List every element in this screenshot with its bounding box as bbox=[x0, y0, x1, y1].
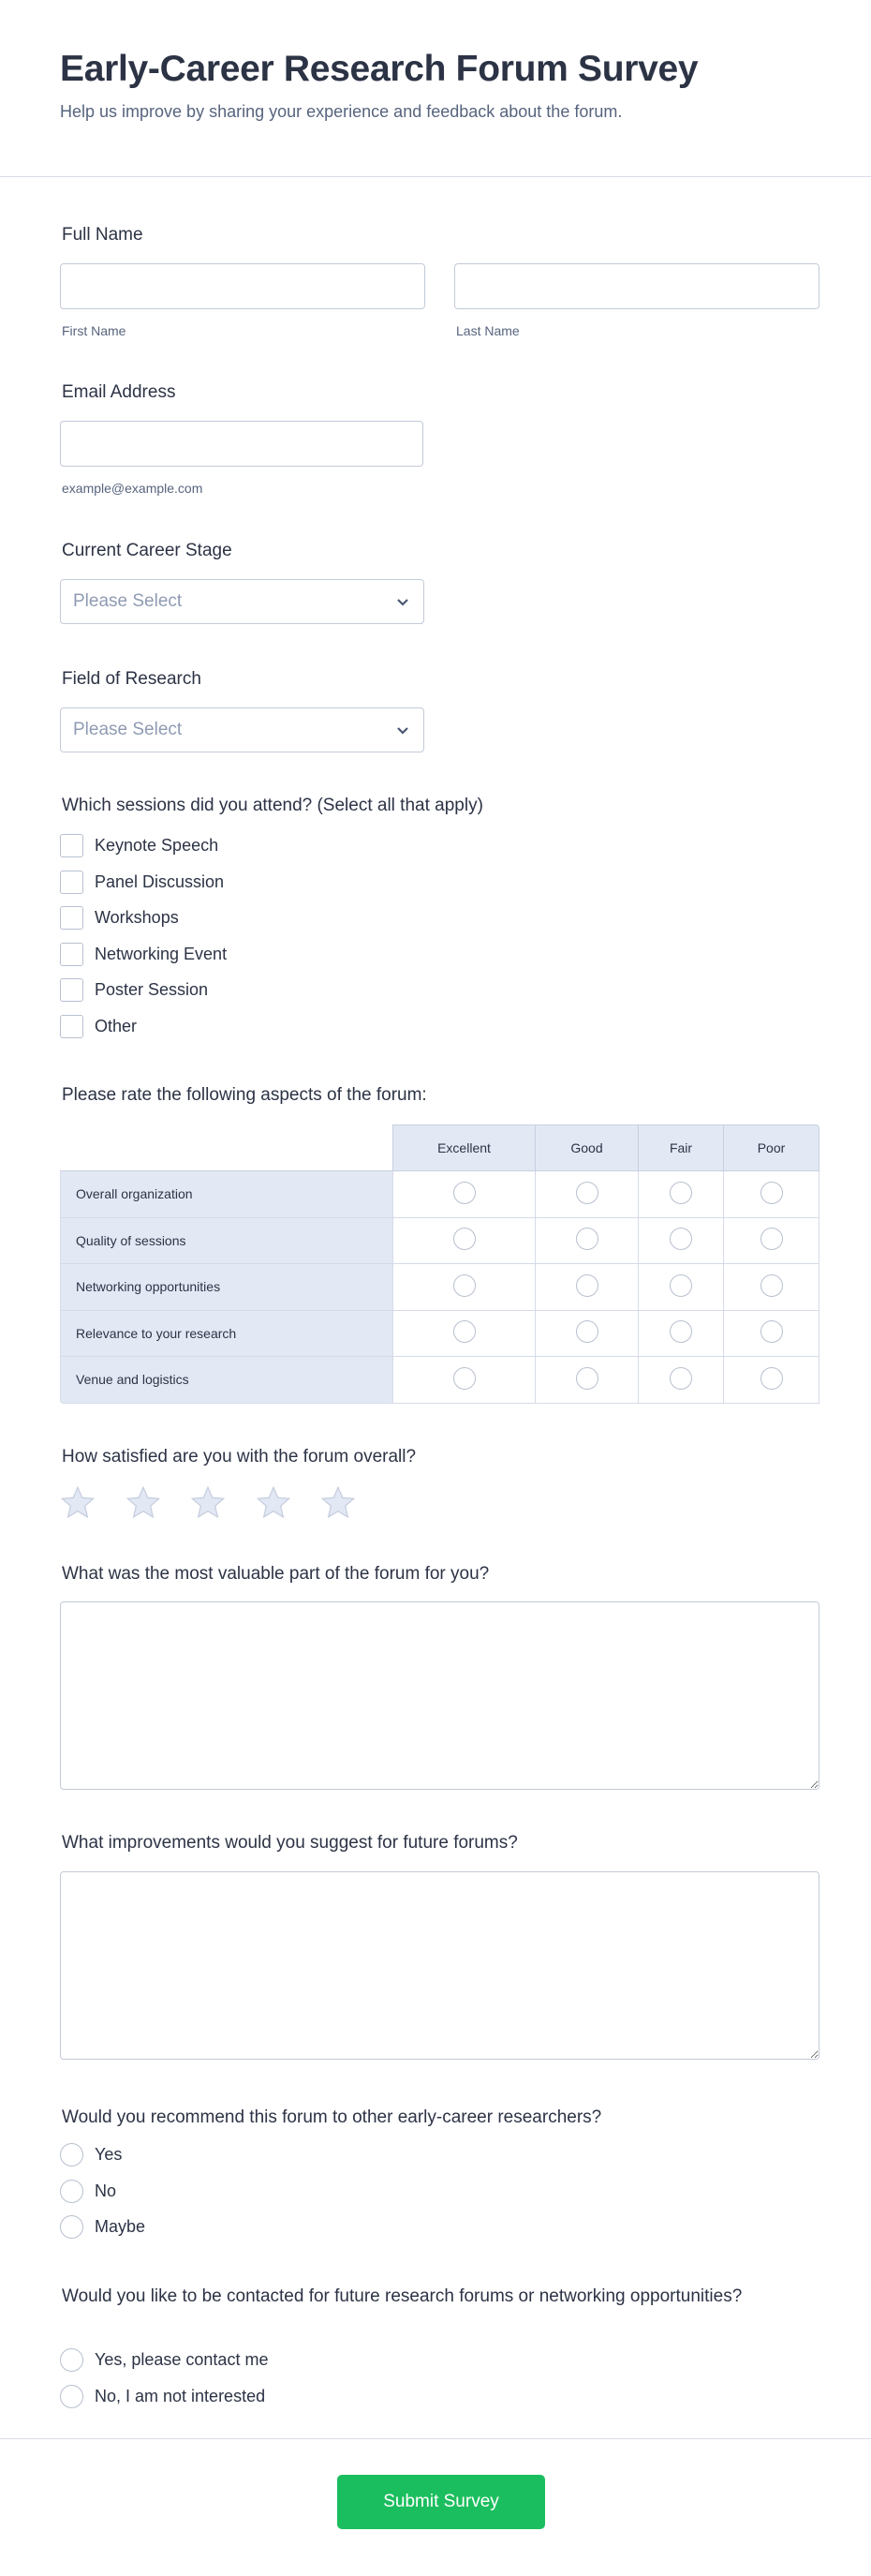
matrix-cell bbox=[638, 1311, 723, 1358]
improvements-label: What improvements would you suggest for future forums? bbox=[62, 1833, 518, 1853]
matrix-cell bbox=[392, 1357, 535, 1404]
matrix-radio[interactable] bbox=[576, 1320, 598, 1343]
header-divider bbox=[0, 176, 871, 177]
field-value: Please Select bbox=[73, 720, 183, 739]
matrix-radio[interactable] bbox=[760, 1228, 783, 1250]
matrix-radio[interactable] bbox=[453, 1367, 476, 1390]
matrix-column-header: Good bbox=[535, 1124, 638, 1171]
email-input[interactable] bbox=[60, 421, 423, 467]
matrix-cell bbox=[535, 1264, 638, 1311]
page-title: Early-Career Research Forum Survey bbox=[60, 49, 699, 89]
matrix-radio[interactable] bbox=[670, 1182, 692, 1204]
footer-divider bbox=[0, 2438, 871, 2439]
session-checkbox[interactable] bbox=[60, 871, 83, 894]
matrix-cell bbox=[723, 1218, 819, 1265]
matrix-row bbox=[60, 1311, 819, 1358]
star-rating-icon[interactable] bbox=[319, 1484, 357, 1522]
matrix-corner bbox=[60, 1124, 392, 1171]
sessions-label: Which sessions did you attend? (Select all that apply) bbox=[62, 796, 483, 815]
contact-option-label: No, I am not interested bbox=[95, 2386, 266, 2405]
matrix-cell bbox=[723, 1311, 819, 1358]
last-name-input[interactable] bbox=[454, 263, 819, 309]
matrix-radio[interactable] bbox=[453, 1228, 476, 1250]
matrix-cell bbox=[723, 1357, 819, 1404]
career-stage-label: Current Career Stage bbox=[62, 541, 232, 560]
session-option-label: Keynote Speech bbox=[95, 836, 219, 855]
matrix-row-label: Venue and logistics bbox=[60, 1357, 392, 1404]
session-option-label: Workshops bbox=[95, 908, 179, 928]
recommend-label: Would you recommend this forum to other early-career researchers? bbox=[62, 2107, 602, 2127]
matrix-row bbox=[60, 1357, 819, 1404]
session-option-label: Networking Event bbox=[95, 944, 228, 963]
valuable-textarea[interactable] bbox=[60, 1601, 819, 1790]
star-rating-icon[interactable] bbox=[189, 1484, 227, 1522]
last-name-sublabel: Last Name bbox=[456, 323, 520, 338]
chevron-down-icon bbox=[393, 721, 412, 739]
session-checkbox[interactable] bbox=[60, 834, 83, 857]
rating-label: Please rate the following aspects of the forum: bbox=[62, 1085, 427, 1105]
session-option-label: Other bbox=[95, 1017, 138, 1035]
matrix-column-header: Fair bbox=[638, 1124, 723, 1171]
session-option-label: Panel Discussion bbox=[95, 871, 225, 891]
field-select[interactable] bbox=[60, 707, 424, 752]
contact-radio[interactable] bbox=[60, 2348, 83, 2372]
matrix-cell bbox=[638, 1357, 723, 1404]
matrix-cell bbox=[723, 1171, 819, 1218]
matrix-cell bbox=[392, 1171, 535, 1218]
matrix-cell bbox=[638, 1218, 723, 1265]
matrix-cell bbox=[638, 1171, 723, 1218]
matrix-radio[interactable] bbox=[576, 1274, 598, 1297]
matrix-radio[interactable] bbox=[576, 1228, 598, 1250]
matrix-cell bbox=[392, 1264, 535, 1311]
matrix-radio[interactable] bbox=[760, 1182, 783, 1204]
matrix-radio[interactable] bbox=[760, 1320, 783, 1343]
matrix-radio[interactable] bbox=[670, 1320, 692, 1343]
matrix-radio[interactable] bbox=[760, 1274, 783, 1297]
matrix-row bbox=[60, 1218, 819, 1265]
matrix-cell bbox=[392, 1311, 535, 1358]
improvements-textarea[interactable] bbox=[60, 1871, 819, 2060]
matrix-row bbox=[60, 1264, 819, 1311]
matrix-radio[interactable] bbox=[453, 1320, 476, 1343]
matrix-radio[interactable] bbox=[670, 1228, 692, 1250]
session-checkbox[interactable] bbox=[60, 943, 83, 966]
matrix-cell bbox=[535, 1218, 638, 1265]
matrix-row-label: Quality of sessions bbox=[60, 1218, 392, 1265]
matrix-column-header: Poor bbox=[723, 1124, 819, 1171]
contact-label: Would you like to be contacted for future research forums or networking opportunities? bbox=[62, 2286, 743, 2306]
matrix-row bbox=[60, 1171, 819, 1218]
session-option-label: Poster Session bbox=[95, 980, 209, 1000]
field-label: Field of Research bbox=[62, 669, 201, 689]
matrix-cell bbox=[392, 1218, 535, 1265]
matrix-radio[interactable] bbox=[670, 1274, 692, 1297]
matrix-cell bbox=[535, 1357, 638, 1404]
career-stage-select[interactable] bbox=[60, 579, 424, 624]
page-subtitle: Help us improve by sharing your experience and feedback about the forum. bbox=[60, 102, 623, 121]
email-hint: example@example.com bbox=[62, 481, 203, 496]
submit-button[interactable]: Submit Survey bbox=[337, 2475, 545, 2529]
recommend-option-label: No bbox=[95, 2181, 117, 2200]
star-rating-icon[interactable] bbox=[59, 1484, 96, 1522]
matrix-row-label: Networking opportunities bbox=[60, 1264, 392, 1311]
recommend-radio[interactable] bbox=[60, 2215, 83, 2239]
recommend-radio[interactable] bbox=[60, 2180, 83, 2203]
matrix-cell bbox=[723, 1264, 819, 1311]
recommend-option-label: Maybe bbox=[95, 2217, 146, 2237]
matrix-row-label: Overall organization bbox=[60, 1171, 392, 1218]
rating-matrix bbox=[60, 1124, 819, 1404]
career-stage-value: Please Select bbox=[73, 591, 183, 611]
matrix-radio[interactable] bbox=[576, 1182, 598, 1204]
matrix-column-header: Excellent bbox=[392, 1124, 535, 1171]
full-name-label: Full Name bbox=[62, 225, 143, 245]
recommend-option-label: Yes bbox=[95, 2145, 123, 2164]
recommend-radio[interactable] bbox=[60, 2143, 83, 2167]
valuable-label: What was the most valuable part of the forum for you? bbox=[62, 1564, 490, 1584]
session-checkbox[interactable] bbox=[60, 1015, 83, 1038]
matrix-radio[interactable] bbox=[453, 1274, 476, 1297]
matrix-cell bbox=[535, 1311, 638, 1358]
matrix-row-label: Relevance to your research bbox=[60, 1311, 392, 1358]
session-checkbox[interactable] bbox=[60, 906, 83, 930]
matrix-radio[interactable] bbox=[453, 1182, 476, 1204]
contact-option-label: Yes, please contact me bbox=[95, 2350, 269, 2369]
matrix-radio[interactable] bbox=[576, 1367, 598, 1390]
first-name-sublabel: First Name bbox=[62, 323, 126, 338]
session-checkbox[interactable] bbox=[60, 978, 83, 1002]
first-name-input[interactable] bbox=[60, 263, 425, 309]
star-rating-icon[interactable] bbox=[255, 1484, 292, 1522]
matrix-radio[interactable] bbox=[760, 1367, 783, 1390]
email-label: Email Address bbox=[62, 382, 176, 402]
matrix-cell bbox=[638, 1264, 723, 1311]
matrix-cell bbox=[535, 1171, 638, 1218]
matrix-radio[interactable] bbox=[670, 1367, 692, 1390]
satisfaction-label: How satisfied are you with the forum overall? bbox=[62, 1447, 417, 1467]
contact-radio[interactable] bbox=[60, 2385, 83, 2408]
star-rating-icon[interactable] bbox=[125, 1484, 162, 1522]
chevron-down-icon bbox=[393, 592, 412, 611]
